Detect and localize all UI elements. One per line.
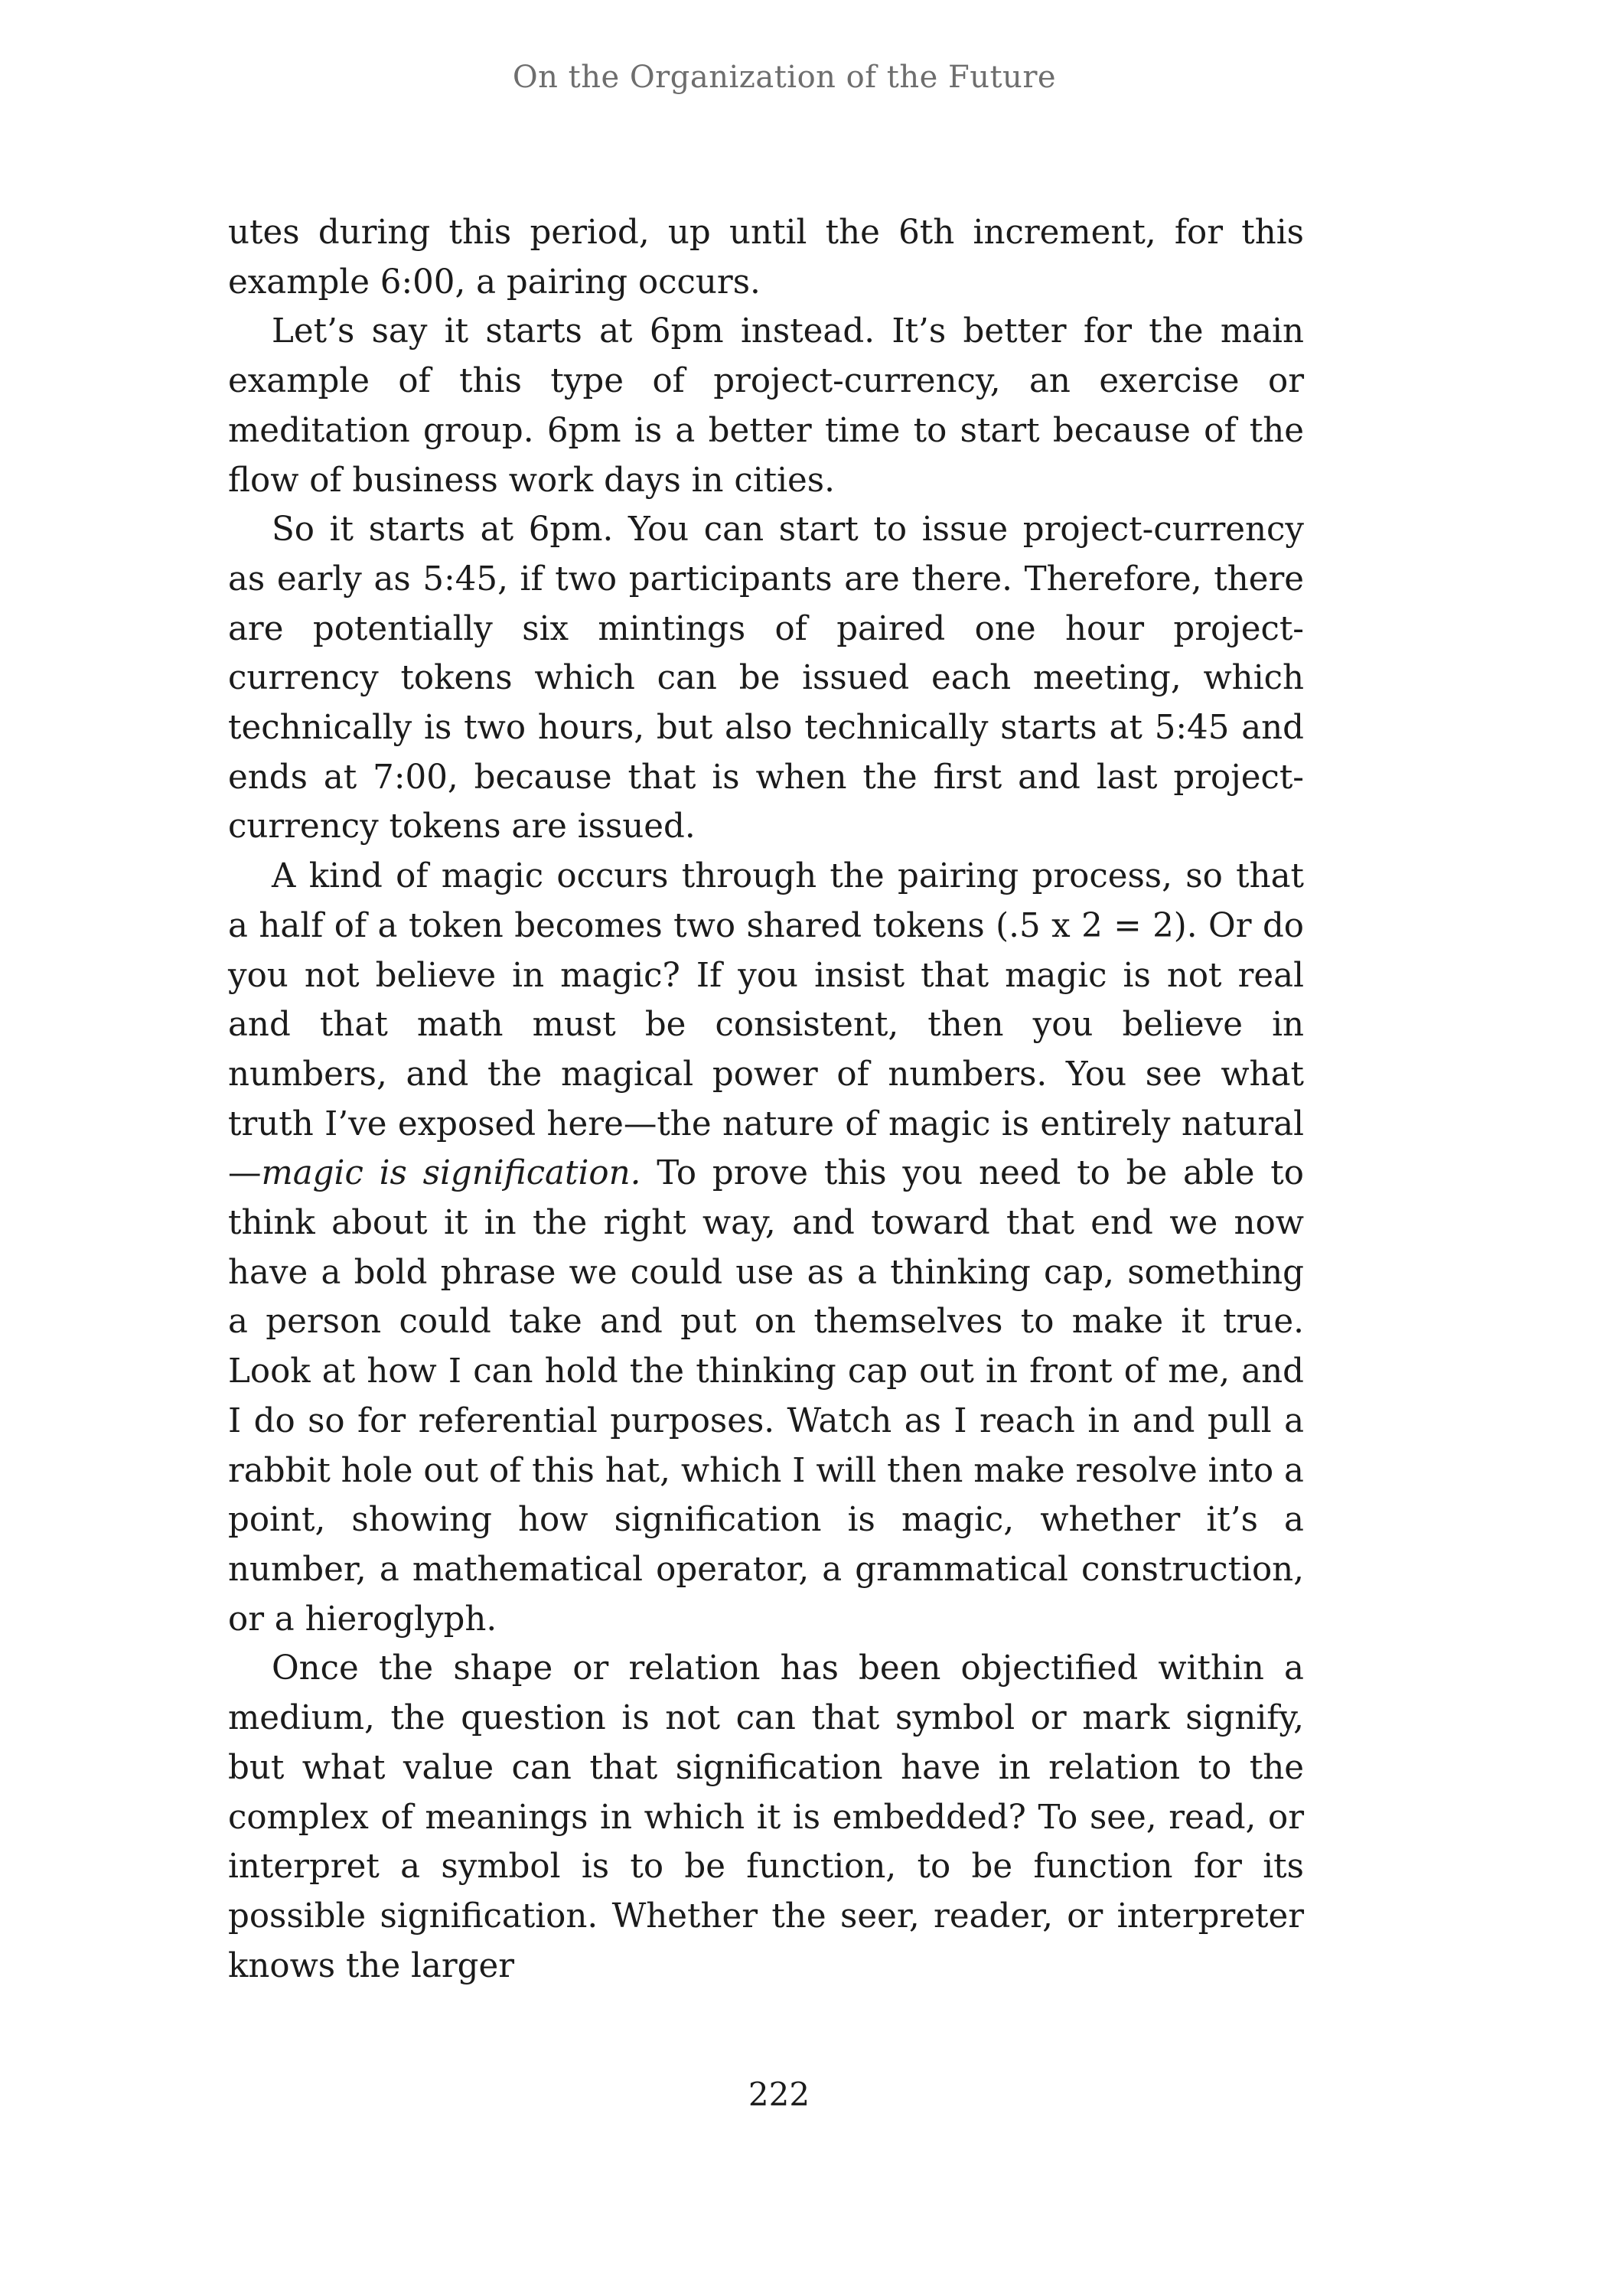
- paragraph-4-text-end: To prove this you need to be able to think about it in the right way, and toward that end we now have a bold phrase we could use as a thinking cap, something a person could take and put on themselves to make it true. Look at how I can hold the thinking cap out in front of me, and I do so for referential purposes. Watch as I reach in and pull a rabbit hole out of this hat, which I will then make resolve into a point, showing how signification is magic, whether it’s a number, a mathematical operator, a grammatical construction, or a hieroglyph.: [228, 1154, 1304, 1639]
- paragraph-1: utes during this period, up until the 6th increment, for this example 6:00, a pairing occurs.: [228, 214, 1304, 302]
- paragraph-4-italic-phrase: magic is signification.: [261, 1154, 641, 1193]
- body-text: [228, 208, 1304, 1991]
- page-number: 222: [748, 2076, 810, 2113]
- paragraph-4-text-start: A kind of magic occurs through the pairing process, so that a half of a token becomes two shared tokens (.5 x 2 = 2). Or do you not believe in magic? If you insist that magic is not real and that math must be consistent, then you believe in numbers, and the magical power of numbers. You see what truth I’ve exposed here—the nature of magic is entirely natural—: [228, 857, 1304, 1193]
- paragraph-2: Let’s say it starts at 6pm instead. It’s better for the main example of this type of project-currency, an exercise or meditation group. 6pm is a better time to start because of the flow of business work days in cities.: [228, 312, 1304, 500]
- paragraph-3: So it starts at 6pm. You can start to issue project-currency as early as 5:45, if two participants are there. Therefore, there are potentially six mintings of paired one hour project-currency tokens which can be issued each meeting, which technically is two hours, but also technically starts at 5:45 and ends at 7:00, because that is when the first and last project-currency tokens are issued.: [228, 510, 1304, 846]
- paragraph-5: Once the shape or relation has been objectified within a medium, the question is not can that symbol or mark signify, but what value can that signification have in relation to the complex of meanings in which it is embedded? To see, read, or interpret a symbol is to be function, to be function for its possible signification. Whether the seer, reader, or interpreter knows the larger: [228, 1649, 1304, 1985]
- running-header-title: On the Organization of the Future: [512, 60, 1057, 95]
- paragraph-4: [228, 852, 1304, 1644]
